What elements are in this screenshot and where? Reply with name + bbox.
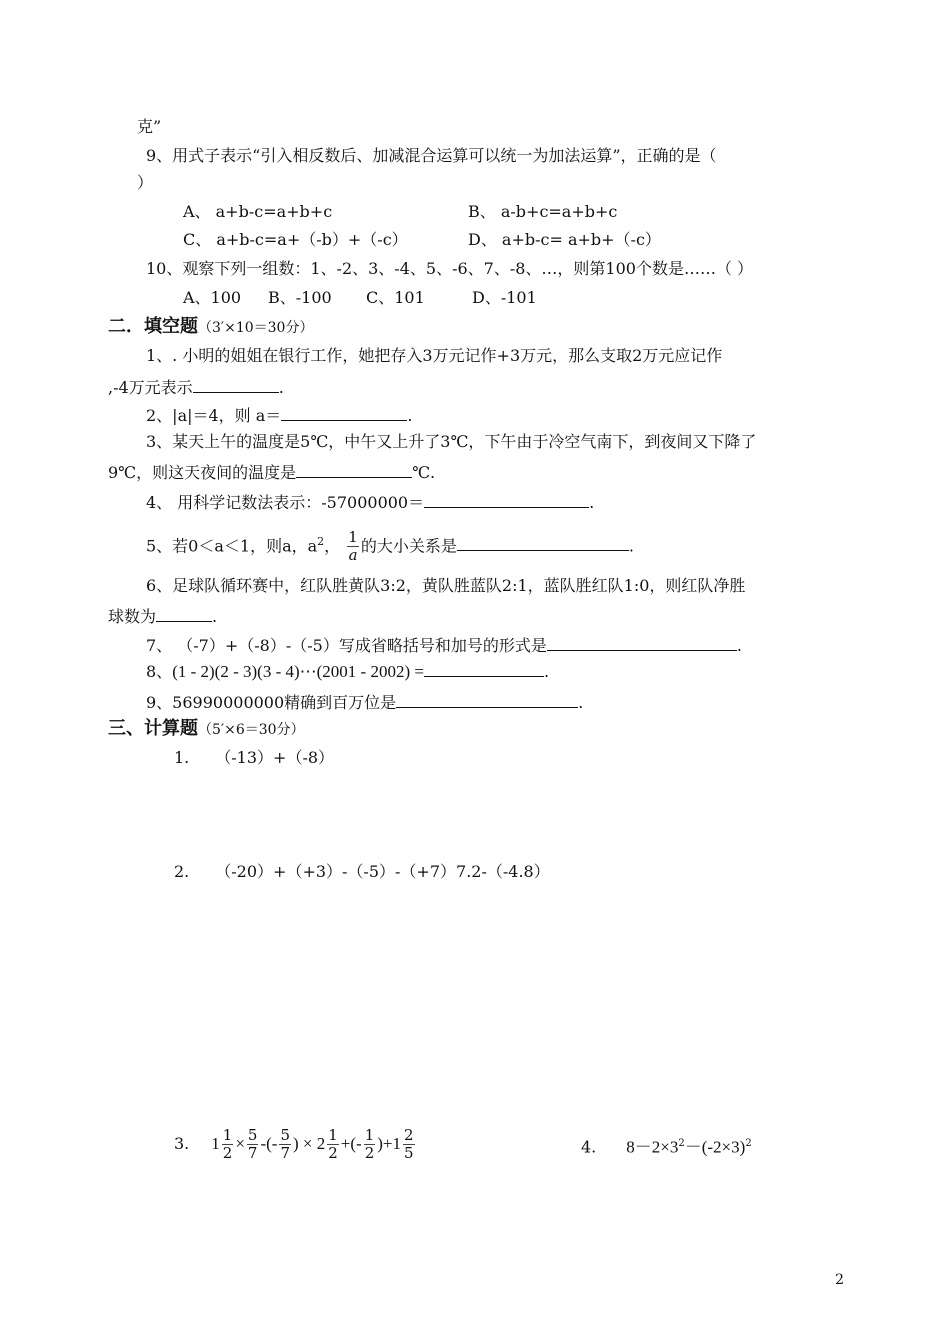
fill-q4 (146, 491, 594, 513)
option-10c: C、101 (366, 288, 425, 307)
fill-q3-line1: 3、某天上午的温度是5℃，中午又上升了3℃，下午由于冷空气南下，到夜间又下降了 (146, 432, 757, 451)
calc-1-num: 1. (174, 748, 190, 767)
question-9-mc-cont: ） (137, 173, 154, 192)
calc-3-f5d: 2 (364, 1144, 375, 1162)
calc-3-op2: -(- (260, 1134, 278, 1153)
option-9b: B、 a-b+c=a+b+c (468, 202, 618, 221)
fill-q2-text: 2、|a|＝4，则 a＝ (146, 406, 282, 425)
calc-3-whole: 1 (211, 1134, 220, 1153)
calc-1-expr: （-13）+（-8） (215, 748, 335, 767)
question-10-mc: 10、观察下列一组数：1、-2、3、-4、5、-6、7、-8、…，则第100个数是……（ ） (146, 259, 754, 278)
calc-3-f5n: 1 (364, 1126, 375, 1144)
option-10d: D、-101 (472, 288, 537, 307)
fill-q8 (146, 660, 549, 682)
fill-q1-end: . (278, 378, 284, 397)
calc-3-f1n: 1 (222, 1126, 233, 1144)
calc-4-sup1: 2 (678, 1138, 685, 1149)
calc-3-num: 3. (174, 1134, 190, 1153)
fill-q9 (146, 691, 583, 713)
calc-4-expr2: －(-2×3) (684, 1137, 746, 1157)
fill-q2 (146, 404, 412, 426)
fill-q6-line2 (108, 605, 217, 627)
calc-problem-4 (581, 1134, 752, 1157)
fill-q8-blank[interactable] (424, 660, 544, 677)
option-9c: C、 a+b-c=a+（-b）+（-c） (183, 230, 408, 249)
question-9-mc: 9、用式子表示“引入相反数后、加减混合运算可以统一为加法运算”，正确的是（ (146, 146, 717, 165)
fill-q5 (146, 522, 634, 566)
fill-q6-text2: 球数为 (108, 607, 157, 626)
fill-q5-end: . (628, 536, 634, 556)
calc-3-frac4 (327, 1127, 339, 1162)
fill-q5-text: 5、若0＜a＜1，则a，a (146, 536, 318, 556)
calc-3-op5: )+1 (377, 1134, 401, 1153)
fill-q3-line2 (108, 461, 435, 483)
section-3-score: （5′×6＝30分） (198, 722, 305, 738)
fill-q8-expr: (1 - 2)(2 - 3)(3 - 4)⋯(2001 - 2002) = (172, 662, 424, 681)
section-2-heading (108, 316, 313, 339)
top-fragment: 克” (137, 117, 162, 136)
calc-3-op1: × (235, 1134, 245, 1153)
calc-3-f3n: 5 (280, 1126, 290, 1144)
fill-q5-den: a (348, 546, 358, 565)
fill-q6-end: . (212, 607, 218, 626)
fill-q3-text2: 9℃，则这天夜间的温度是 (108, 463, 297, 482)
calc-3-f2d: 7 (247, 1144, 258, 1162)
fill-q4-blank[interactable] (424, 491, 589, 508)
fill-q1-blank[interactable] (193, 376, 279, 393)
fill-q9-text: 9、56990000000精确到百万位是 (146, 693, 397, 712)
fill-q4-end: . (589, 493, 595, 512)
calc-3-frac2 (247, 1127, 259, 1162)
section-3-heading (108, 718, 305, 741)
fill-q6-blank[interactable] (156, 605, 212, 622)
option-10a: A、100 (183, 288, 242, 307)
fill-q4-text: 4、 用科学记数法表示：-57000000＝ (146, 493, 425, 512)
fill-q9-blank[interactable] (396, 691, 578, 708)
fill-q5-sup: 2 (317, 535, 325, 548)
fill-q2-end: . (407, 406, 413, 425)
calc-2-expr: （-20）+（+3）-（-5）-（+7）7.2-（-4.8） (215, 862, 550, 881)
calc-4-num: 4. (581, 1137, 597, 1157)
fill-q7-text: 7、 （-7）+（-8）-（-5）写成省略括号和加号的形式是 (146, 636, 547, 655)
calc-4-sup2: 2 (745, 1138, 752, 1149)
option-9a: A、 a+b-c=a+b+c (183, 202, 333, 221)
fill-q8-num: 8、 (146, 662, 173, 681)
calc-3-frac5 (364, 1127, 376, 1162)
calc-3-f4d: 2 (328, 1144, 338, 1162)
option-10b: B、-100 (268, 288, 332, 307)
fill-q5-blank[interactable] (457, 534, 629, 551)
calc-problem-2 (174, 862, 550, 882)
fill-q1-line1: 1、. 小明的姐姐在银行工作，她把存入3万元记作+3万元，那么支取2万元应记作 (146, 346, 723, 365)
fill-q5-text2: 的大小关系是 (360, 536, 457, 556)
fill-q5-fraction (347, 529, 359, 564)
calc-3-f6n: 2 (404, 1126, 414, 1144)
section-2-title: 二．填空题 (108, 316, 198, 337)
calc-3-f6d: 5 (404, 1144, 414, 1162)
page-number: 2 (835, 1272, 844, 1288)
section-2-score: （3′×10＝30分） (198, 320, 314, 336)
fill-q1-text2: ,-4万元表示 (108, 378, 193, 397)
fill-q7-blank[interactable] (547, 634, 737, 651)
calc-3-frac6 (403, 1127, 415, 1162)
fill-q5-sep: ， (324, 536, 341, 556)
fill-q1-line2 (108, 376, 284, 398)
fill-q6-line1: 6、足球队循环赛中，红队胜黄队3:2，黄队胜蓝队2:1，蓝队胜红队1:0，则红队净胜 (146, 576, 746, 595)
calc-2-num: 2. (174, 862, 190, 881)
fill-q9-end: . (578, 693, 584, 712)
calc-3-f1d: 2 (222, 1144, 233, 1162)
fill-q2-blank[interactable] (281, 404, 407, 421)
calc-4-expr: 8－2×3 (626, 1137, 679, 1157)
calc-3-op3: ) × 2 (292, 1134, 326, 1153)
calc-3-frac1 (222, 1127, 234, 1162)
section-3-title: 三、计算题 (108, 718, 198, 739)
calc-3-f4n: 1 (328, 1126, 338, 1144)
calc-3-op4: +(- (340, 1134, 362, 1153)
fill-q5-num: 1 (348, 528, 358, 547)
fill-q7 (146, 634, 742, 656)
fill-q7-end: . (736, 636, 742, 655)
fill-q3-end: ℃. (412, 463, 436, 482)
calc-3-f2n: 5 (247, 1126, 258, 1144)
calc-problem-3 (174, 1122, 417, 1166)
calc-3-f3d: 7 (280, 1144, 290, 1162)
fill-q8-end: . (543, 662, 550, 681)
option-9d: D、 a+b-c= a+b+（-c） (468, 230, 661, 249)
calc-problem-1 (174, 748, 334, 768)
fill-q3-blank[interactable] (296, 461, 412, 478)
calc-3-frac3 (279, 1127, 291, 1162)
